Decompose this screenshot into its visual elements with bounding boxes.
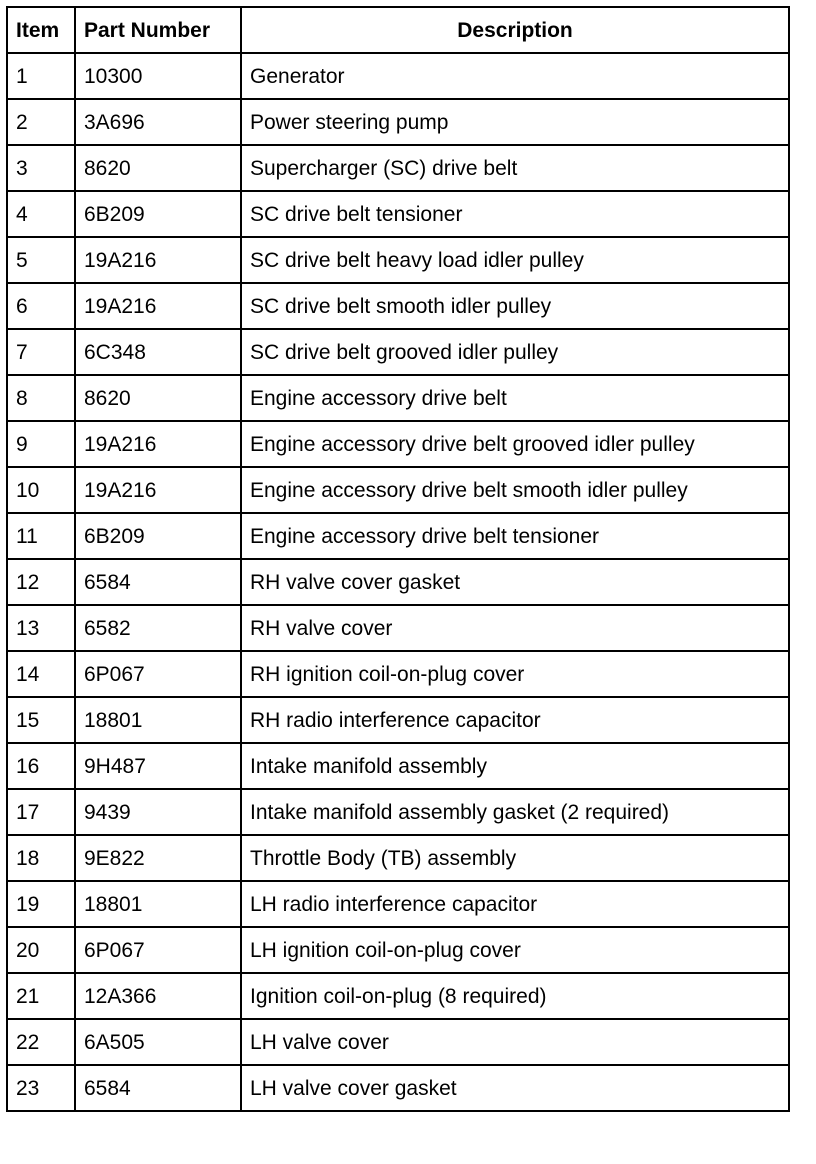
table-row <box>7 651 789 697</box>
table-row <box>7 1065 789 1111</box>
table-row <box>7 789 789 835</box>
description-cell: RH ignition coil-on-plug cover <box>241 651 789 697</box>
table-row <box>7 605 789 651</box>
table-header <box>7 7 789 53</box>
part-number-cell: 12A366 <box>75 973 241 1019</box>
description-cell: RH valve cover gasket <box>241 559 789 605</box>
part-number-cell: 6P067 <box>75 927 241 973</box>
item-cell: 7 <box>7 329 75 375</box>
description-cell: Intake manifold assembly <box>241 743 789 789</box>
part-number-cell: 19A216 <box>75 283 241 329</box>
header-row <box>7 7 789 53</box>
table-row <box>7 237 789 283</box>
part-number-cell: 19A216 <box>75 467 241 513</box>
header-description: Description <box>241 7 789 53</box>
description-cell: LH radio interference capacitor <box>241 881 789 927</box>
item-cell: 1 <box>7 53 75 99</box>
description-cell: LH ignition coil-on-plug cover <box>241 927 789 973</box>
description-cell: Engine accessory drive belt tensioner <box>241 513 789 559</box>
item-cell: 23 <box>7 1065 75 1111</box>
description-cell: Ignition coil-on-plug (8 required) <box>241 973 789 1019</box>
description-cell: Throttle Body (TB) assembly <box>241 835 789 881</box>
table-row <box>7 283 789 329</box>
description-cell: SC drive belt smooth idler pulley <box>241 283 789 329</box>
part-number-cell: 10300 <box>75 53 241 99</box>
part-number-cell: 6A505 <box>75 1019 241 1065</box>
item-cell: 4 <box>7 191 75 237</box>
part-number-cell: 6C348 <box>75 329 241 375</box>
item-cell: 5 <box>7 237 75 283</box>
table-row <box>7 559 789 605</box>
description-cell: LH valve cover gasket <box>241 1065 789 1111</box>
part-number-cell: 9439 <box>75 789 241 835</box>
part-number-cell: 18801 <box>75 697 241 743</box>
table-row <box>7 881 789 927</box>
part-number-cell: 19A216 <box>75 421 241 467</box>
table-row <box>7 513 789 559</box>
table-row <box>7 375 789 421</box>
item-cell: 6 <box>7 283 75 329</box>
table-row <box>7 329 789 375</box>
table-row <box>7 421 789 467</box>
description-cell: RH valve cover <box>241 605 789 651</box>
table-row <box>7 743 789 789</box>
description-cell: Supercharger (SC) drive belt <box>241 145 789 191</box>
item-cell: 3 <box>7 145 75 191</box>
item-cell: 18 <box>7 835 75 881</box>
table-row <box>7 835 789 881</box>
table-row <box>7 53 789 99</box>
item-cell: 12 <box>7 559 75 605</box>
part-number-cell: 6582 <box>75 605 241 651</box>
table-row <box>7 927 789 973</box>
item-cell: 20 <box>7 927 75 973</box>
item-cell: 14 <box>7 651 75 697</box>
description-cell: RH radio interference capacitor <box>241 697 789 743</box>
table-row <box>7 191 789 237</box>
table-row <box>7 973 789 1019</box>
table-row <box>7 467 789 513</box>
item-cell: 9 <box>7 421 75 467</box>
part-number-cell: 9E822 <box>75 835 241 881</box>
part-number-cell: 19A216 <box>75 237 241 283</box>
part-number-cell: 6584 <box>75 559 241 605</box>
parts-table <box>6 6 790 1112</box>
part-number-cell: 18801 <box>75 881 241 927</box>
table-row <box>7 99 789 145</box>
header-part-number: Part Number <box>75 7 241 53</box>
part-number-cell: 6584 <box>75 1065 241 1111</box>
item-cell: 8 <box>7 375 75 421</box>
table-row <box>7 145 789 191</box>
description-cell: SC drive belt grooved idler pulley <box>241 329 789 375</box>
item-cell: 16 <box>7 743 75 789</box>
description-cell: SC drive belt tensioner <box>241 191 789 237</box>
part-number-cell: 6P067 <box>75 651 241 697</box>
description-cell: LH valve cover <box>241 1019 789 1065</box>
part-number-cell: 3A696 <box>75 99 241 145</box>
item-cell: 10 <box>7 467 75 513</box>
header-item: Item <box>7 7 75 53</box>
part-number-cell: 9H487 <box>75 743 241 789</box>
item-cell: 2 <box>7 99 75 145</box>
part-number-cell: 6B209 <box>75 513 241 559</box>
item-cell: 11 <box>7 513 75 559</box>
description-cell: Engine accessory drive belt smooth idler pulley <box>241 467 789 513</box>
item-cell: 15 <box>7 697 75 743</box>
description-cell: Generator <box>241 53 789 99</box>
part-number-cell: 8620 <box>75 145 241 191</box>
description-cell: Power steering pump <box>241 99 789 145</box>
part-number-cell: 6B209 <box>75 191 241 237</box>
table-row <box>7 697 789 743</box>
item-cell: 13 <box>7 605 75 651</box>
description-cell: Engine accessory drive belt <box>241 375 789 421</box>
description-cell: Intake manifold assembly gasket (2 required) <box>241 789 789 835</box>
item-cell: 17 <box>7 789 75 835</box>
part-number-cell: 8620 <box>75 375 241 421</box>
item-cell: 19 <box>7 881 75 927</box>
description-cell: Engine accessory drive belt grooved idler pulley <box>241 421 789 467</box>
description-cell: SC drive belt heavy load idler pulley <box>241 237 789 283</box>
item-cell: 22 <box>7 1019 75 1065</box>
item-cell: 21 <box>7 973 75 1019</box>
table-body <box>7 53 789 1111</box>
table-row <box>7 1019 789 1065</box>
